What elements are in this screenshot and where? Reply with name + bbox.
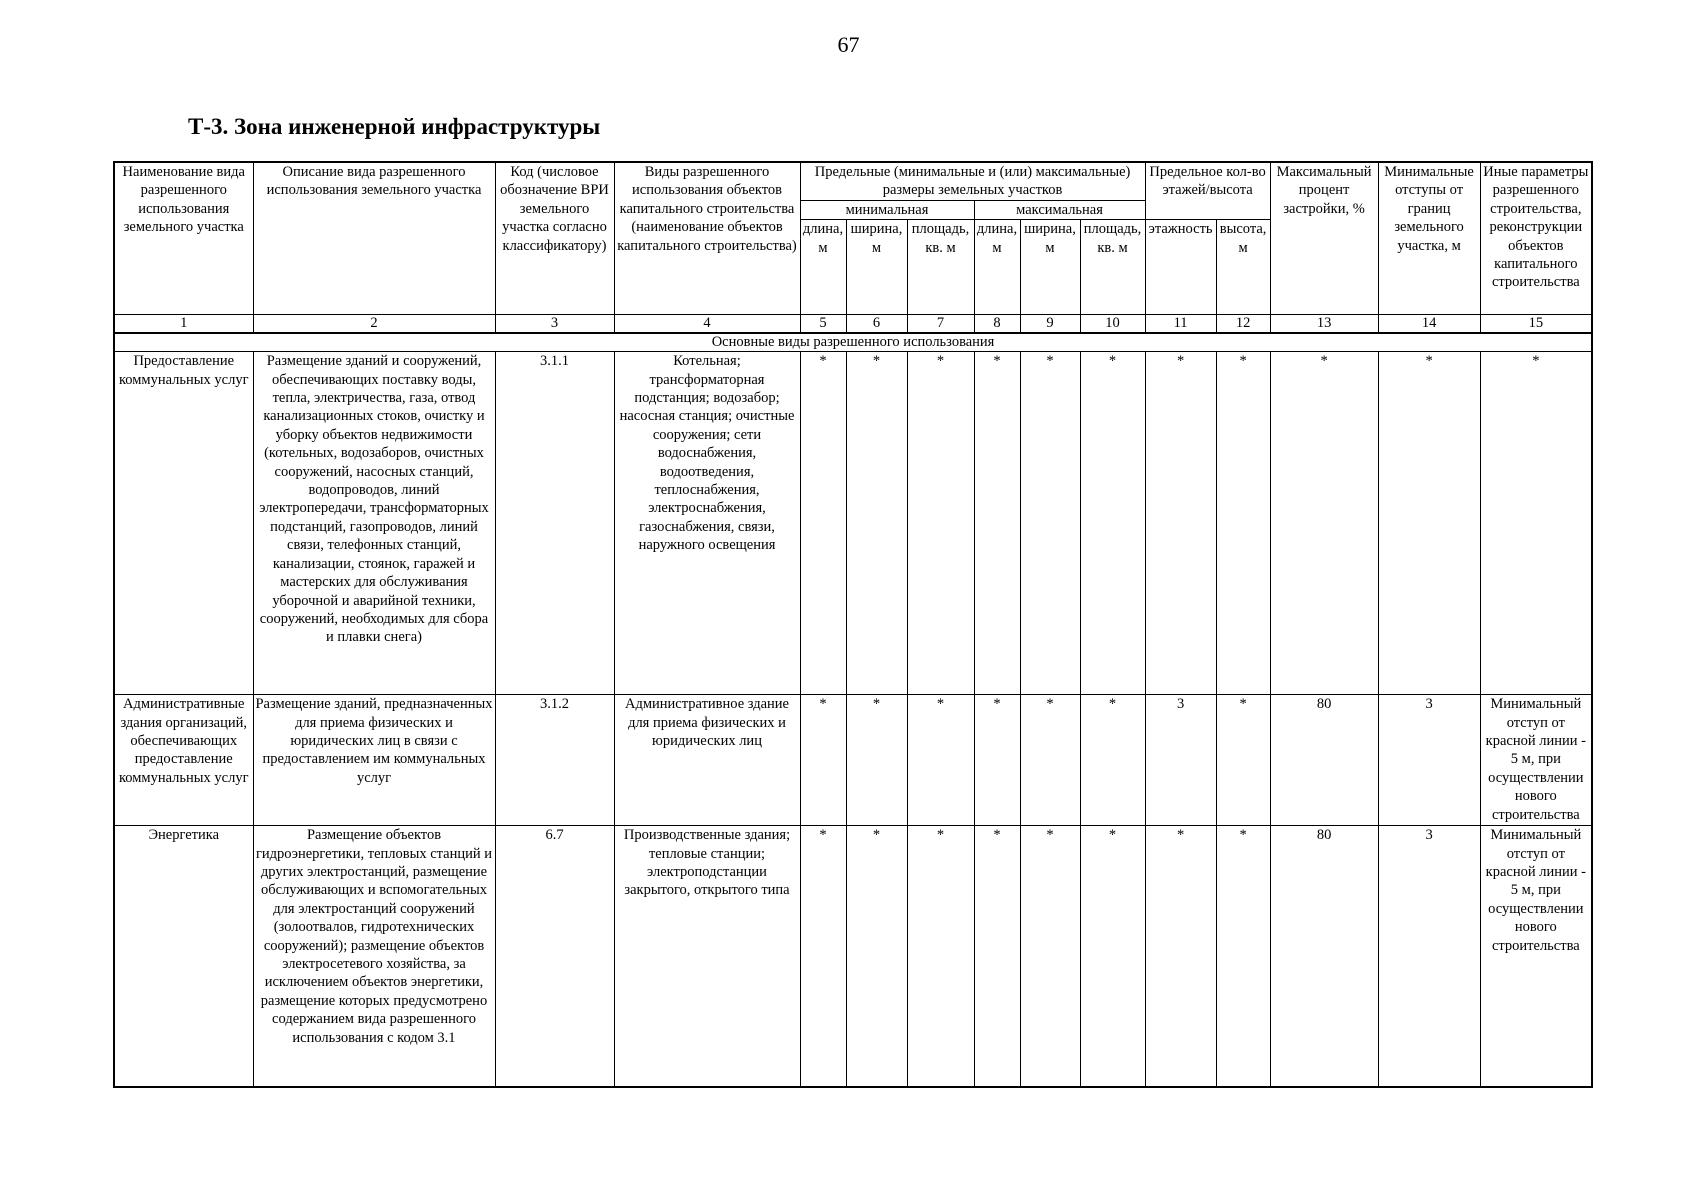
row-value: * — [1145, 826, 1216, 1087]
header-floors-height: Предельное кол-во этажей/высота — [1145, 162, 1270, 220]
column-number: 13 — [1270, 315, 1378, 334]
row-code: 3.1.2 — [495, 695, 614, 826]
column-number: 3 — [495, 315, 614, 334]
row-value: * — [800, 695, 846, 826]
row-value: * — [1020, 352, 1080, 695]
column-number: 4 — [614, 315, 800, 334]
row-value: Минимальный отступ от красной линии - 5 м, при осуществлении нового строительства — [1480, 826, 1592, 1087]
row-value: * — [1378, 352, 1480, 695]
header-row — [114, 162, 1592, 200]
column-number: 15 — [1480, 315, 1592, 334]
row-value: * — [1020, 695, 1080, 826]
row-description: Размещение объектов гидроэнергетики, тепловых станций и других электростанций, размещение обслуживающих и вспомогательных для электростанций сооружений (золоотвалов, гидротехнических сооружений); размещение объектов электросетевого хозяйства, за исключением объектов энергетики, размещение которых предусмотрено содержанием вида разрешенного использования с кодом 3.1 — [253, 826, 495, 1087]
row-land-use-name: Энергетика — [114, 826, 253, 1087]
row-description: Размещение зданий, предназначенных для приема физических и юридических лиц в связи с предоставлением им коммунальных услуг — [253, 695, 495, 826]
page-number: 67 — [837, 32, 860, 57]
header-max-coverage: Максимальный процент застройки, % — [1270, 162, 1378, 315]
header-description: Описание вида разрешенного использования земельного участка — [253, 162, 495, 315]
column-number: 7 — [907, 315, 974, 334]
header-plot-sizes: Предельные (минимальные и (или) максимальные) размеры земельных участков — [800, 162, 1145, 200]
row-value: * — [907, 695, 974, 826]
row-construction-types: Административное здание для приема физических и юридических лиц — [614, 695, 800, 826]
column-number: 11 — [1145, 315, 1216, 334]
row-value: * — [1270, 352, 1378, 695]
column-number: 1 — [114, 315, 253, 334]
row-value: * — [846, 826, 907, 1087]
page-title: Т-3. Зона инженерной инфраструктуры — [188, 114, 601, 139]
column-number: 5 — [800, 315, 846, 334]
header-construction-types: Виды разрешенного использования объектов капитального строительства (наименование объектов капитального строительства) — [614, 162, 800, 315]
table-row — [114, 695, 1592, 826]
row-value: * — [907, 352, 974, 695]
row-value: 3 — [1378, 695, 1480, 826]
row-value: * — [974, 695, 1020, 826]
row-construction-types: Котельная; трансформаторная подстанция; водозабор; насосная станция; очистные сооружения; сети водоснабжения, водоотведения, теплоснабжения, электроснабжения, газоснабжения, связи, наружного освещения — [614, 352, 800, 695]
row-value: 3 — [1145, 695, 1216, 826]
row-value: Минимальный отступ от красной линии - 5 м, при осуществлении нового строительства — [1480, 695, 1592, 826]
row-value: * — [1080, 695, 1145, 826]
column-number: 14 — [1378, 315, 1480, 334]
row-code: 6.7 — [495, 826, 614, 1087]
row-value: * — [907, 826, 974, 1087]
row-description: Размещение зданий и сооружений, обеспечивающих поставку воды, тепла, электричества, газа, отвод канализационных стоков, очистку и уборку объектов недвижимости (котельных, водозаборов, очистных сооружений, насосных станций, водопроводов, линий электропередачи, трансформаторных подстанций, газопроводов, линий связи, телефонных станций, канализации, стоянок, гаражей и мастерских для обслуживания уборочной и аварийной техники, сооружений, необходимых для сбора и плавки снега) — [253, 352, 495, 695]
row-value: * — [1080, 352, 1145, 695]
header-min-width: ширина, м — [846, 220, 907, 315]
header-min-group: минимальная — [800, 200, 974, 219]
row-value: * — [974, 826, 1020, 1087]
table-row — [114, 826, 1592, 1087]
row-value: * — [1145, 352, 1216, 695]
header-floors: этажность — [1145, 220, 1216, 315]
row-value: * — [1216, 826, 1270, 1087]
column-number: 12 — [1216, 315, 1270, 334]
header-max-length: длина, м — [974, 220, 1020, 315]
section-title: Основные виды разрешенного использования — [114, 333, 1592, 352]
row-value: * — [1480, 352, 1592, 695]
regulations-table — [113, 161, 1593, 1088]
header-height: высота, м — [1216, 220, 1270, 315]
row-value: 80 — [1270, 826, 1378, 1087]
header-max-group: максимальная — [974, 200, 1145, 219]
section-row — [114, 333, 1592, 352]
header-min-length: длина, м — [800, 220, 846, 315]
column-number: 9 — [1020, 315, 1080, 334]
header-other-params: Иные параметры разрешенного строительства, реконструкции объектов капитального строительства — [1480, 162, 1592, 315]
header-min-area: площадь, кв. м — [907, 220, 974, 315]
row-value: * — [1020, 826, 1080, 1087]
column-number: 2 — [253, 315, 495, 334]
column-numbers-row — [114, 315, 1592, 334]
row-value: * — [1216, 352, 1270, 695]
table-row — [114, 352, 1592, 695]
row-value: 3 — [1378, 826, 1480, 1087]
column-number: 8 — [974, 315, 1020, 334]
header-max-width: ширина, м — [1020, 220, 1080, 315]
row-value: * — [800, 826, 846, 1087]
row-land-use-name: Административные здания организаций, обеспечивающих предоставление коммунальных услуг — [114, 695, 253, 826]
row-value: * — [800, 352, 846, 695]
row-value: * — [1216, 695, 1270, 826]
row-value: * — [846, 352, 907, 695]
row-value: * — [846, 695, 907, 826]
column-number: 10 — [1080, 315, 1145, 334]
row-construction-types: Производственные здания; тепловые станции; электроподстанции закрытого, открытого типа — [614, 826, 800, 1087]
header-land-use-name: Наименование вида разрешенного использования земельного участка — [114, 162, 253, 315]
row-code: 3.1.1 — [495, 352, 614, 695]
header-min-setbacks: Минимальные отступы от границ земельного участка, м — [1378, 162, 1480, 315]
row-value: * — [1080, 826, 1145, 1087]
header-code: Код (числовое обозначение ВРИ земельного участка согласно классификатору) — [495, 162, 614, 315]
row-value: * — [974, 352, 1020, 695]
header-max-area: площадь, кв. м — [1080, 220, 1145, 315]
row-land-use-name: Предоставление коммунальных услуг — [114, 352, 253, 695]
column-number: 6 — [846, 315, 907, 334]
row-value: 80 — [1270, 695, 1378, 826]
